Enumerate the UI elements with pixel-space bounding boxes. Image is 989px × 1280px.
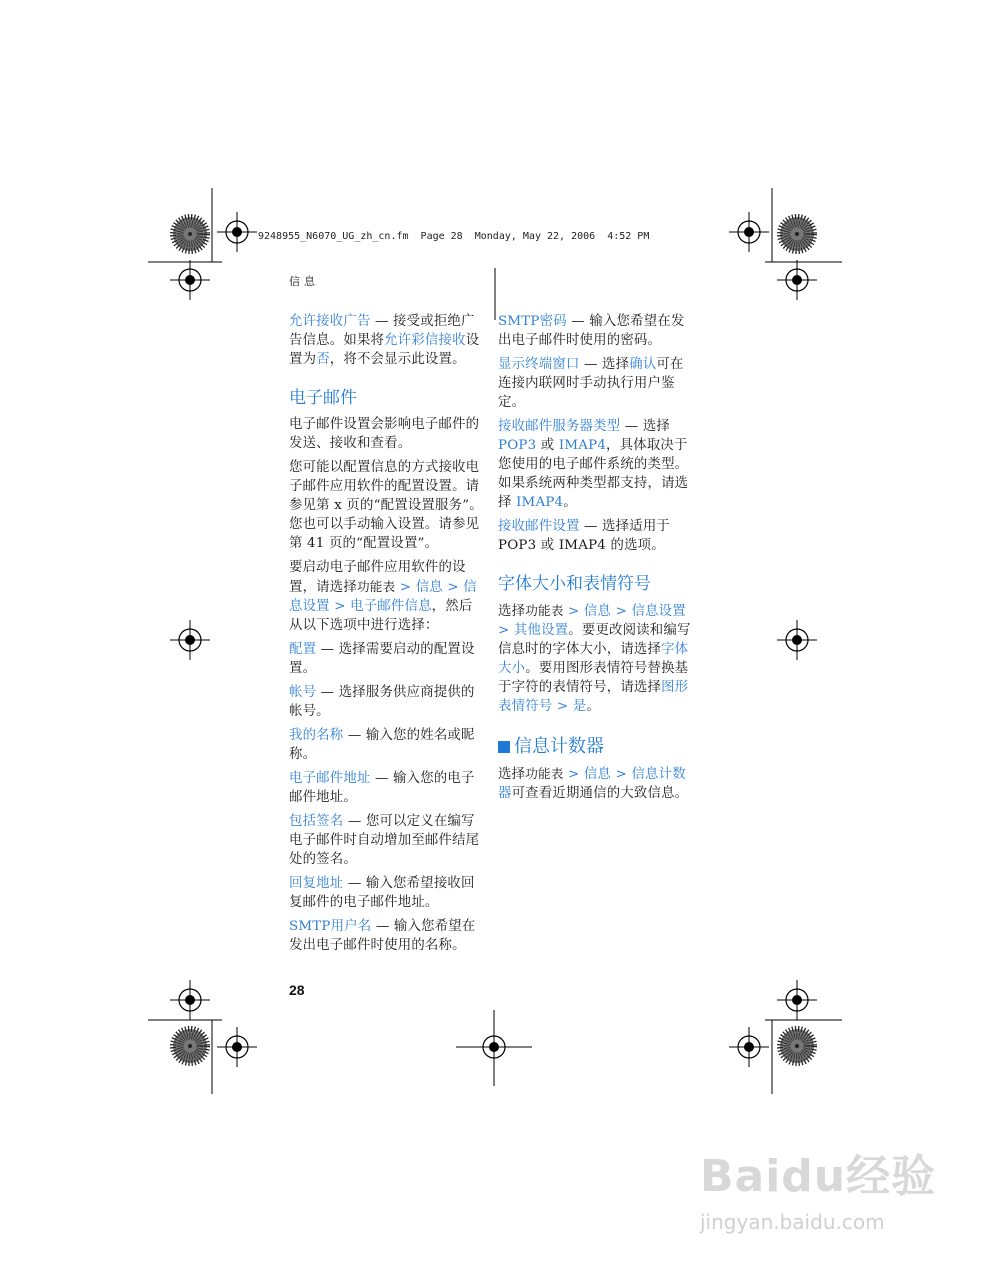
message-counter-heading: 信息计数器 xyxy=(498,736,694,758)
ad-receive-term: 允许接收广告 xyxy=(289,314,371,329)
baidu-watermark xyxy=(700,1140,936,1204)
option-item: 接收邮件设置 — 选择适用于 POP3 或 IMAP4 的选项。 xyxy=(498,519,671,553)
email-config-para: 您可能以配置信息的方式接收电子邮件应用软件的配置设置。请参见第 x 页的“配置设置服务”。您也可以手动输入设置。请参见第 41 页的“配置设置”。 xyxy=(289,460,483,551)
option-item: 包括签名 — 您可以定义在编写电子邮件时自动增加至邮件结尾处的签名。 xyxy=(289,814,480,867)
message-counter-para: 选择功能表 > 信息 > 信息计数器可查看近期通信的大致信息。 xyxy=(498,766,689,801)
option-item: 帐号 — 选择服务供应商提供的帐号。 xyxy=(289,685,475,719)
option-item: 电子邮件地址 — 输入您的电子邮件地址。 xyxy=(289,771,475,805)
file-slug: 9248955_N6070_UG_zh_cn.fm Page 28 Monday, May 22, 2006 4:52 PM xyxy=(258,231,650,242)
left-column xyxy=(289,312,485,960)
email-heading: 电子邮件 xyxy=(289,388,357,408)
option-item: 我的名称 — 输入您的姓名或昵称。 xyxy=(289,728,475,762)
option-item: SMTP用户名 — 输入您希望在发出电子邮件时使用的名称。 xyxy=(289,919,476,953)
watermark-brand: Baidu经验 xyxy=(700,1151,937,1202)
option-item: 接收邮件服务器类型 — 选择POP3 或 IMAP4，具体取决于您使用的电子邮件系统的类型。如果系统两种类型都支持，请选择 IMAP4。 xyxy=(498,419,689,510)
right-column xyxy=(498,312,694,808)
email-start-para: 要启动电子邮件应用软件的设置，请选择功能表 > 信息 > 信息设置 > 电子邮件信息，然后从以下选项中进行选择： xyxy=(289,560,477,633)
option-item: 回复地址 — 输入您希望接收回复邮件的电子邮件地址。 xyxy=(289,876,475,910)
ad-receive-option: 允许接收广告 — 接受或拒绝广告信息。如果将允许彩信接收设置为否，将不会显示此设置。 xyxy=(289,314,480,367)
option-item: 配置 — 选择需要启动的配置设置。 xyxy=(289,642,475,676)
font-emoticon-para: 选择功能表 > 信息 > 信息设置 > 其他设置。要更改阅读和编写信息时的字体大小，请选择字体大小。要用图形表情符号替换基于字符的表情符号，请选择图形表情符号 > 是。 xyxy=(498,603,691,714)
running-head: 信息 xyxy=(289,275,319,288)
watermark-url: jingyan.baidu.com xyxy=(700,1210,885,1234)
font-emoticon-heading: 字体大小和表情符号 xyxy=(498,574,651,594)
page-number: 28 xyxy=(289,982,305,998)
option-item: SMTP密码 — 输入您希望在发出电子邮件时使用的密码。 xyxy=(498,314,685,348)
option-item: 显示终端窗口 — 选择确认可在连接内联网时手动执行用户鉴定。 xyxy=(498,357,684,410)
email-intro: 电子邮件设置会影响电子邮件的发送、接收和查看。 xyxy=(289,417,480,451)
section-square-icon xyxy=(498,741,510,753)
